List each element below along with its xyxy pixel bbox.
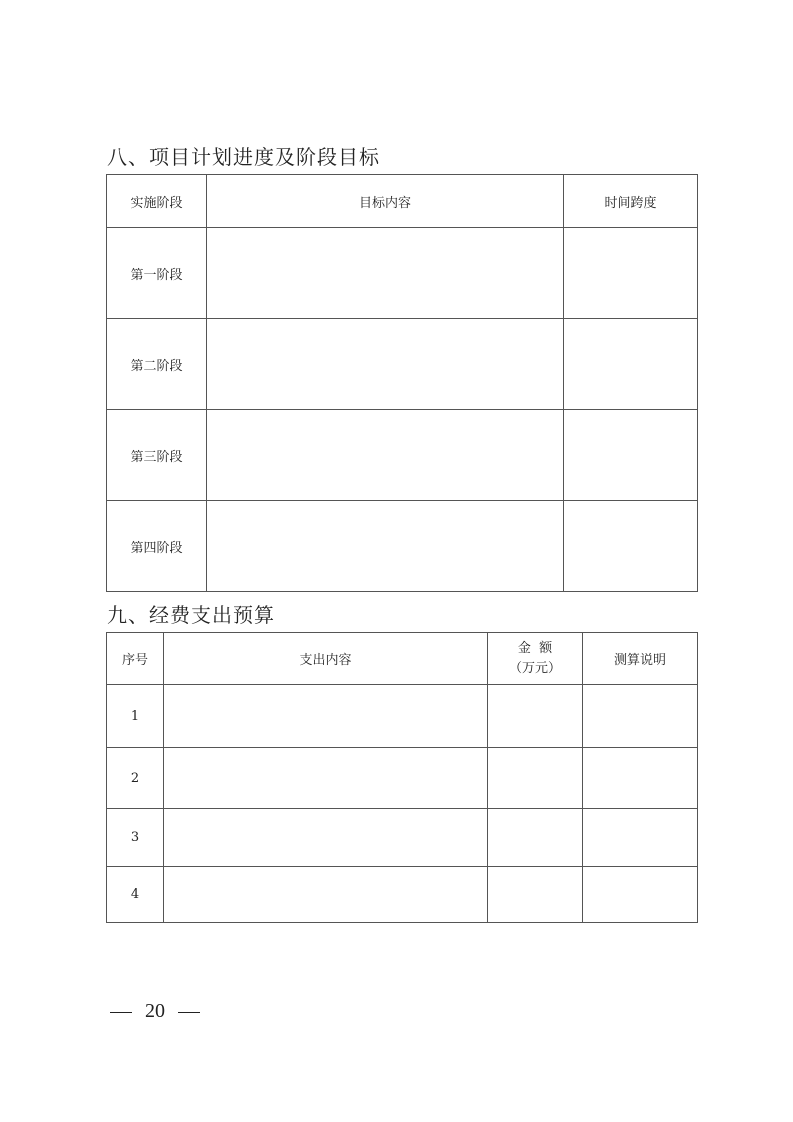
note-cell[interactable]	[583, 809, 698, 867]
table-header-row	[107, 633, 698, 685]
stage-label: 第二阶段	[107, 319, 207, 410]
schedule-table	[106, 174, 698, 592]
note-cell[interactable]	[583, 748, 698, 809]
budget-table	[106, 632, 698, 923]
row-number: 1	[107, 685, 164, 748]
section-9-title: 九、经费支出预算	[107, 603, 275, 627]
column-header: 目标内容	[207, 175, 564, 228]
table-row	[107, 410, 698, 501]
column-header: 测算说明	[583, 633, 698, 685]
note-cell[interactable]	[583, 867, 698, 923]
table-header-row	[107, 175, 698, 228]
content-cell[interactable]	[207, 410, 564, 501]
time-cell[interactable]	[564, 319, 698, 410]
page-number: 20	[145, 1000, 165, 1022]
row-number: 4	[107, 867, 164, 923]
time-cell[interactable]	[564, 501, 698, 592]
row-number: 2	[107, 748, 164, 809]
stage-label: 第三阶段	[107, 410, 207, 501]
column-header: 支出内容	[164, 633, 488, 685]
content-cell[interactable]	[164, 809, 488, 867]
column-header: 时间跨度	[564, 175, 698, 228]
column-header: 序号	[107, 633, 164, 685]
row-number: 3	[107, 809, 164, 867]
table-row	[107, 809, 698, 867]
table-row	[107, 319, 698, 410]
time-cell[interactable]	[564, 228, 698, 319]
table-row	[107, 501, 698, 592]
table-row	[107, 228, 698, 319]
stage-label: 第一阶段	[107, 228, 207, 319]
note-cell[interactable]	[583, 685, 698, 748]
column-header	[488, 633, 583, 685]
amount-cell[interactable]	[488, 809, 583, 867]
page-footer	[108, 1000, 202, 1023]
content-cell[interactable]	[207, 501, 564, 592]
content-cell[interactable]	[164, 867, 488, 923]
table-row	[107, 867, 698, 923]
amount-cell[interactable]	[488, 867, 583, 923]
amount-cell[interactable]	[488, 685, 583, 748]
content-cell[interactable]	[207, 319, 564, 410]
stage-label: 第四阶段	[107, 501, 207, 592]
content-cell[interactable]	[164, 685, 488, 748]
table-row	[107, 685, 698, 748]
dash-right	[178, 1012, 200, 1013]
table-row	[107, 748, 698, 809]
content-cell[interactable]	[207, 228, 564, 319]
amount-unit: （万元）	[508, 660, 561, 676]
section-8-title: 八、项目计划进度及阶段目标	[107, 145, 380, 169]
amount-header: 金 额	[517, 640, 553, 656]
content-cell[interactable]	[164, 748, 488, 809]
amount-cell[interactable]	[488, 748, 583, 809]
time-cell[interactable]	[564, 410, 698, 501]
column-header: 实施阶段	[107, 175, 207, 228]
dash-left	[110, 1012, 132, 1013]
